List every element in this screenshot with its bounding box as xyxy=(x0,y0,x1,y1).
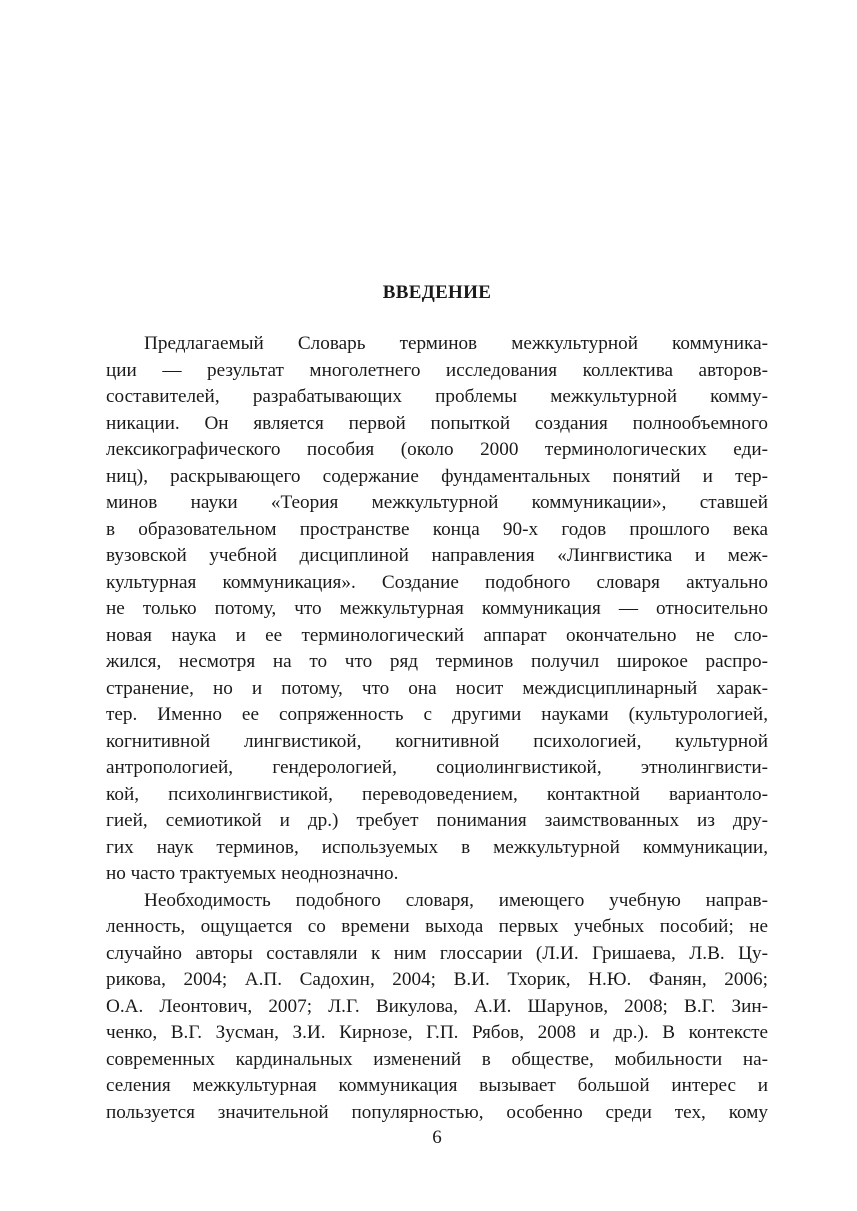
text-line: составителей, разрабатывающих проблемы межкультурной комму- xyxy=(106,386,768,407)
text-line: антропологией, гендерологией, социолингвистикой, этнолингвисти- xyxy=(106,757,768,778)
body-text xyxy=(106,331,768,1126)
text-line: не только потому, что межкультурная коммуникация — относительно xyxy=(106,598,768,619)
text-line: минов науки «Теория межкультурной коммуникации», ставшей xyxy=(106,492,768,513)
text-line: тер. Именно ее сопряженность с другими науками (культурологией, xyxy=(106,704,768,725)
text-line: вузовской учебной дисциплиной направления «Лингвистика и меж- xyxy=(106,545,768,566)
text-line: лексикографического пособия (около 2000 терминологических еди- xyxy=(106,439,768,460)
text-line: никации. Он является первой попыткой создания полнообъемного xyxy=(106,412,768,434)
text-line: случайно авторы составляли к ним глоссарии (Л.И. Гришаева, Л.В. Цу- xyxy=(106,942,768,964)
text-line: Необходимость подобного словаря, имеющего учебную направ- xyxy=(144,889,768,911)
text-line: новая наука и ее терминологический аппарат окончательно не сло- xyxy=(106,624,768,646)
text-line: культурная коммуникация». Создание подобного словаря актуально xyxy=(106,571,768,593)
page-title: ВВЕДЕНИЕ xyxy=(382,282,492,303)
text-line: О.А. Леонтович, 2007; Л.Г. Викулова, А.И. Шарунов, 2008; В.Г. Зин- xyxy=(106,995,768,1017)
text-line: но часто трактуемых неоднозначно. xyxy=(106,863,399,884)
text-line: странение, но и потому, что она носит междисциплинарный харак- xyxy=(106,677,768,699)
text-line: современных кардинальных изменений в обществе, мобильности на- xyxy=(106,1048,768,1070)
text-line: пользуется значительной популярностью, особенно среди тех, кому xyxy=(106,1101,768,1123)
text-line: селения межкультурная коммуникация вызывает большой интерес и xyxy=(106,1075,768,1096)
text-line: гией, семиотикой и др.) требует понимания заимствованных из дру- xyxy=(106,810,768,831)
text-line: кой, психолингвистикой, переводоведением, контактной вариантоло- xyxy=(106,783,768,805)
text-line: когнитивной лингвистикой, когнитивной психологией, культурной xyxy=(106,730,768,752)
text-line: ниц), раскрывающего содержание фундаментальных понятий и тер- xyxy=(106,465,768,487)
page-number: 6 xyxy=(432,1127,442,1148)
document-page xyxy=(106,0,768,1211)
text-line: в образовательном пространстве конца 90-х годов прошлого века xyxy=(106,518,768,540)
text-line: рикова, 2004; А.П. Садохин, 2004; В.И. Тхорик, Н.Ю. Фанян, 2006; xyxy=(106,969,768,990)
text-line: жился, несмотря на то что ряд терминов получил широкое распро- xyxy=(106,651,768,672)
text-line: ченко, В.Г. Зусман, З.И. Кирнозе, Г.П. Рябов, 2008 и др.). В контексте xyxy=(106,1022,768,1043)
text-line: ции — результат многолетнего исследования коллектива авторов- xyxy=(106,359,768,381)
text-line: ленность, ощущается со времени выхода первых учебных пособий; не xyxy=(106,916,768,937)
text-line: гих наук терминов, используемых в межкультурной коммуникации, xyxy=(106,836,768,858)
text-line: Предлагаемый Словарь терминов межкультурной коммуника- xyxy=(144,333,768,354)
